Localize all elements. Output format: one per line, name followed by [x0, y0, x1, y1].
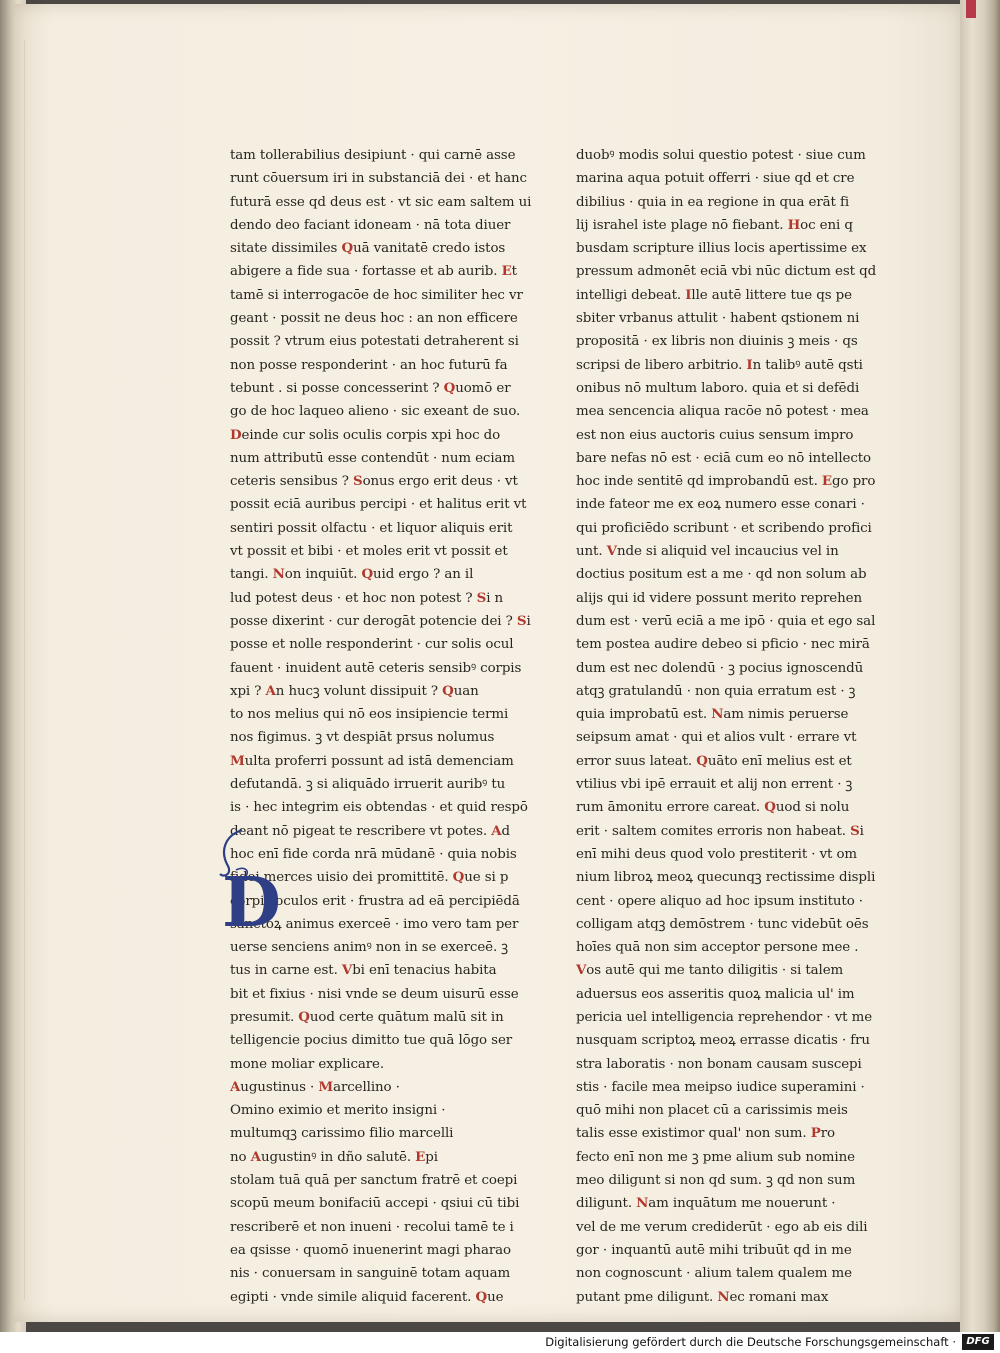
right-column-line: [576, 1053, 872, 1076]
rubricated-capital: Q: [452, 869, 465, 886]
text-segment: tus in carne est.: [230, 963, 342, 979]
text-segment: ue si p: [464, 870, 509, 886]
right-column-line: [576, 354, 872, 377]
rubricated-capital: Q: [442, 682, 454, 699]
text-segment: sentiri possit olfactu · et liquor aliquis erit: [230, 520, 513, 536]
text-segment: am nimis peruerse: [723, 707, 849, 723]
text-segment: quō mihi non placet cū a carissimis meis: [576, 1103, 848, 1119]
right-column-line: [576, 214, 872, 237]
text-segment: pressum admonēt eciā vbi nūc dictum est qd: [576, 264, 877, 280]
right-column-line: [576, 447, 872, 470]
left-column-line: [230, 1076, 520, 1099]
text-segment: n talibꝰ autē qsti: [752, 357, 863, 373]
text-segment: vtilius vbi ipē errauit et alij non errent · ꝫ: [576, 777, 853, 793]
text-segment: scopū meum bonifaciū accepi · qsiui cū tibi: [230, 1196, 520, 1212]
text-segment: putant pme diligunt.: [576, 1289, 718, 1305]
right-column-line: [576, 936, 872, 959]
right-column-line: [576, 540, 872, 563]
right-column-line: [576, 680, 872, 703]
left-column-line: [230, 214, 520, 237]
text-segment: non posse responderint · an hoc futurū fa: [230, 357, 508, 373]
text-segment: ugustinus ·: [240, 1079, 319, 1095]
text-segment: i: [526, 613, 531, 629]
right-column-line: [576, 820, 872, 843]
left-column-line: [230, 726, 520, 749]
text-segment: meo diligunt si non qd sum. ꝫ qd non sum: [576, 1173, 856, 1189]
text-segment: talis esse existimor qual' non sum.: [576, 1126, 811, 1142]
text-segment: erit · saltem comites erroris non habeat.: [576, 823, 851, 839]
text-segment: oc eni q: [800, 217, 853, 233]
rubricated-capital: N: [636, 1195, 649, 1212]
left-column-line: [230, 470, 520, 493]
left-column-line: [230, 237, 520, 260]
text-segment: egipti · vnde simile aliquid facerent.: [230, 1289, 476, 1305]
text-segment: hoīes quā non sim acceptor persone mee .: [576, 940, 859, 956]
text-segment: sanctoꝝ animus exerceē · imo vero tam per: [230, 916, 519, 932]
text-segment: rescriberē et non inueni · recolui tamē te i: [230, 1219, 514, 1235]
left-column-line: [230, 1099, 520, 1122]
text-segment: nium libroꝝ meoꝝ quecunqꝫ rectissime displi: [576, 870, 876, 886]
text-segment: go de hoc laqueo alieno · sic exeant de suo.: [230, 404, 521, 420]
right-column-line: [576, 470, 876, 493]
text-segment: alijs qui id videre possunt merito reprehen: [576, 590, 862, 606]
page-fold-line: [24, 40, 25, 1300]
text-segment: qui proficiēdo scribunt · et scribendo profici: [576, 520, 872, 536]
left-column-line: [230, 1286, 520, 1309]
right-column-line: [576, 796, 872, 819]
left-column-line: [230, 1122, 520, 1145]
right-column-line: [576, 866, 876, 889]
rubricated-capital: E: [501, 263, 512, 280]
text-segment: defutandā. ꝫ si aliquādo irruerit auribꝰ tu: [230, 777, 506, 793]
left-column-line: [230, 750, 520, 773]
right-column-line: [576, 610, 876, 633]
text-segment: hoc enī fide corda nrā mūdanē · quia nobis: [230, 846, 517, 862]
right-column-line: [576, 144, 872, 167]
text-segment: uā vanitatē credo istos: [353, 241, 506, 257]
right-column-line: [576, 517, 872, 540]
rubricated-capital: A: [491, 822, 502, 839]
rubricated-capital: Q: [764, 799, 776, 816]
text-segment: mone moliar explicare.: [230, 1056, 385, 1072]
text-segment: ea qsisse · quomō inuenerint magi pharao: [230, 1242, 511, 1258]
right-column-line: [576, 657, 872, 680]
text-segment: tamē si interrogacōe de hoc similiter hec vr: [230, 287, 523, 303]
right-column-line: [576, 1099, 872, 1122]
text-segment: am inquātum me nouerunt ·: [648, 1196, 836, 1212]
right-column-line: [576, 330, 872, 353]
rubricated-capital: I: [746, 356, 753, 373]
text-segment: on inquiūt.: [284, 567, 362, 583]
rubricated-capital: M: [230, 752, 245, 769]
text-segment: sbiter vrbanus attulit · habent qstionem ni: [576, 311, 860, 327]
text-segment: dum est · verū eciā a me ipō · quia et ego sal: [576, 613, 876, 629]
text-segment: d: [501, 823, 510, 839]
text-segment: mea sencencia aliqua racōe nō potest · mea: [576, 404, 869, 420]
text-segment: ro: [820, 1126, 835, 1142]
text-segment: n hucꝫ volunt dissipuit ?: [275, 683, 443, 699]
text-segment: einde cur solis oculis corpis xpi hoc do: [241, 427, 501, 443]
text-segment: tebunt . si posse concesserint ?: [230, 380, 444, 396]
right-column-line: [576, 1239, 872, 1262]
text-segment: is · hec integrim eis obtendas · et quid respō: [230, 800, 528, 816]
left-column-line: [230, 144, 520, 167]
text-segment: colligam atqꝫ demōstrem · tunc videbūt oēs: [576, 916, 869, 932]
text-segment: os autē qui me tanto diligitis · si talem: [586, 963, 844, 979]
text-segment: sitate dissimiles: [230, 241, 342, 257]
left-column-line: [230, 284, 523, 307]
left-column-line: [230, 1216, 520, 1239]
text-segment: fidei merces uisio dei promittitē.: [230, 870, 453, 886]
text-segment: rum āmonitu errore careat.: [576, 800, 765, 816]
text-segment: to nos melius qui nō eos insipiencie termi: [230, 707, 509, 723]
right-column-line: [576, 1122, 872, 1145]
text-segment: bit et fixius · nisi vnde se deum uisurū esse: [230, 986, 519, 1002]
right-column-line: [576, 703, 872, 726]
rubricated-capital: Q: [341, 240, 354, 257]
funding-notice: Digitalisierung gefördert durch die Deutsche Forschungsgemeinschaft ·: [545, 1335, 956, 1349]
left-column-line: [230, 633, 520, 656]
text-segment: posse et nolle responderint · cur solis ocul: [230, 637, 514, 653]
left-column-line: [230, 796, 528, 819]
left-column-line: [230, 1146, 520, 1169]
text-segment: ceteris sensibus ?: [230, 474, 353, 490]
text-segment: ec romani max: [729, 1289, 829, 1305]
right-column-line: [576, 260, 877, 283]
rubricated-capital: V: [576, 962, 587, 979]
rubricated-capital: E: [415, 1148, 426, 1165]
text-segment: enī mihi deus quod volo prestiterit · vt om: [576, 846, 858, 862]
left-column-line: [230, 820, 520, 843]
right-page-edges: [960, 0, 1000, 1332]
text-segment: multumqꝫ carissimo filio marcelli: [230, 1126, 454, 1142]
right-column-line: [576, 493, 872, 516]
text-segment: Omino eximio et merito insigni ·: [230, 1103, 446, 1119]
text-segment: arcellino ·: [333, 1079, 400, 1095]
left-column-line: [230, 540, 520, 563]
right-column-line: [576, 1076, 872, 1099]
text-segment: ugustinꝰ in dño salutē.: [260, 1149, 416, 1165]
left-column-line: [230, 493, 527, 516]
bookmark-ribbon: [966, 0, 976, 18]
text-segment: go pro: [832, 474, 876, 490]
text-segment: uid ergo ? an il: [373, 567, 474, 583]
left-column-line: [230, 587, 520, 610]
text-segment: posse dixerint · cur derogāt potencie dei ?: [230, 613, 517, 629]
right-column-line: [576, 913, 872, 936]
text-segment: nde si aliquid vel incaucius vel in: [616, 544, 839, 560]
right-column-line: [576, 191, 872, 214]
text-segment: duobꝰ modis solui questio potest · siue cum: [576, 148, 866, 163]
left-column-line: [230, 680, 520, 703]
right-column-line: [576, 1286, 872, 1309]
text-segment: tangi.: [230, 567, 273, 583]
left-column-line: [230, 260, 520, 283]
text-column-left: [230, 144, 532, 1309]
footer-bar: [0, 1332, 1000, 1353]
text-segment: gor · inquantū autē mihi tribuūt qd in me: [576, 1242, 852, 1258]
text-segment: dendo deo faciant idoneam · nā tota diuer: [230, 217, 511, 233]
left-column-line: [230, 1262, 520, 1285]
text-segment: nusquam scriptoꝝ meoꝝ errasse dicatis · fru: [576, 1033, 870, 1049]
text-segment: marina aqua potuit offerri · siue qd et cre: [576, 171, 855, 187]
right-column-line: [576, 1146, 872, 1169]
right-column-line: [576, 284, 872, 307]
text-segment: possit eciā auribus percipi · et halitus erit vt: [230, 497, 527, 513]
text-segment: tem postea audire debeo si pficio · nec mirā: [576, 637, 870, 653]
right-column-line: [576, 1192, 872, 1215]
text-segment: stra laboratis · non bonam causam suscepi: [576, 1056, 862, 1072]
text-segment: futurā esse qd deus est · vt sic eam saltem ui: [230, 194, 532, 210]
text-segment: uerse senciens animꝰ non in se exerceē. ꝫ: [230, 940, 509, 956]
text-segment: lud potest deus · et hoc non potest ?: [230, 590, 477, 606]
left-column-line: [230, 703, 520, 726]
text-segment: stis · facile mea meipso iudice superamini ·: [576, 1079, 865, 1095]
text-segment: i n: [486, 590, 504, 606]
left-column-line: [230, 1029, 520, 1052]
text-segment: bi enī tenacius habita: [352, 963, 497, 979]
text-segment: ulta proferri possunt ad istā demenciam: [244, 753, 514, 769]
text-segment: vel de me verum crediderūt · ego ab eis dili: [576, 1219, 868, 1235]
rubricated-capital: S: [476, 589, 487, 606]
text-segment: uod si nolu: [775, 800, 850, 816]
text-segment: onibus nō multum laboro. quia et si defēdi: [576, 380, 860, 396]
text-segment: nis · conuersam in sanguinē totam aquam: [230, 1266, 511, 1282]
left-column-line: [230, 959, 520, 982]
text-segment: abigere a fide sua · fortasse et ab aurib.: [230, 264, 502, 280]
left-column-line: [230, 400, 520, 423]
text-segment: deant nō pigeat te rescribere vt potes.: [230, 823, 492, 839]
right-column-line: [576, 400, 872, 423]
rubricated-capital: Q: [475, 1288, 488, 1305]
text-segment: presumit.: [230, 1009, 299, 1025]
dfg-logo: DFG: [962, 1334, 994, 1350]
rubricated-capital: A: [250, 1148, 261, 1165]
text-segment: nos figimus. ꝫ vt despiāt prsus nolumus: [230, 730, 495, 746]
left-column-line: [230, 1192, 520, 1215]
text-segment: est non eius auctoris cuius sensum impro: [576, 427, 854, 443]
text-segment: busdam scripture illius locis apertissime ex: [576, 241, 867, 257]
text-segment: num attributū esse contendūt · num eciam: [230, 450, 515, 466]
text-segment: i: [859, 823, 864, 839]
text-segment: propositā · ex libris non diuinis ꝫ meis · qs: [576, 334, 858, 350]
rubricated-capital: E: [821, 473, 832, 490]
rubricated-capital: N: [717, 1288, 730, 1305]
left-column-line: [230, 517, 520, 540]
text-segment: geant · possit ne deus hoc : an non efficere: [230, 311, 518, 327]
right-column-line: [576, 424, 872, 447]
left-column-line: [230, 1169, 520, 1192]
right-column-line: [576, 773, 872, 796]
text-segment: fauent · inuident autē ceteris sensibꝰ corpis: [230, 660, 522, 676]
text-segment: no: [230, 1149, 251, 1165]
left-column-line: [230, 354, 520, 377]
right-column-line: [576, 1216, 872, 1239]
left-column-line: [230, 424, 520, 447]
text-segment: dum est nec dolendū · ꝫ pocius ignoscendū: [576, 660, 864, 676]
rubricated-capital: N: [711, 706, 724, 723]
left-column-line: [230, 773, 520, 796]
text-segment: possit ? vtrum eius potestati detraherent si: [230, 334, 519, 350]
left-column-line: [230, 1006, 520, 1029]
right-column-line: [576, 587, 872, 610]
rubricated-capital: H: [787, 216, 801, 233]
rubricated-capital: A: [230, 1078, 241, 1095]
rubricated-capital: A: [265, 682, 276, 699]
left-column-line: [230, 983, 520, 1006]
text-segment: ue: [487, 1289, 504, 1305]
rubricated-capital: D: [230, 426, 242, 443]
left-column-line: [230, 610, 531, 633]
text-segment: uan: [453, 683, 479, 699]
text-segment: fecto enī non me ꝫ pme alium sub nomine: [576, 1149, 855, 1165]
left-column-line: [230, 330, 520, 353]
text-segment: uomō er: [455, 380, 511, 396]
text-segment: pericia uel intelligencia reprehendor · vt me: [576, 1009, 873, 1025]
right-column-line: [576, 563, 872, 586]
text-segment: pi: [425, 1149, 438, 1165]
text-segment: doctius positum est a me · qd non solum ab: [576, 567, 867, 583]
text-segment: atqꝫ gratulandū · non quia erratum est · ꝫ: [576, 683, 856, 699]
text-segment: hoc inde sentitē qd improbandū est.: [576, 474, 822, 490]
rubricated-capital: S: [516, 612, 527, 629]
rubricated-capital: N: [272, 566, 285, 583]
text-segment: quia improbatū est.: [576, 707, 712, 723]
text-segment: dibilius · quia in ea regione in qua erāt fi: [576, 194, 850, 210]
left-column-line: [230, 1053, 520, 1076]
text-segment: tam tollerabilius desipiunt · qui carnē asse: [230, 148, 516, 163]
text-segment: uāto enī melius est et: [707, 753, 852, 769]
right-column-line: [576, 1006, 872, 1029]
right-column-line: [576, 750, 872, 773]
rubricated-capital: V: [606, 543, 617, 560]
right-column-line: [576, 633, 872, 656]
right-column-line: [576, 843, 872, 866]
text-segment: intelligi debeat.: [576, 287, 686, 303]
right-column-line: [576, 726, 872, 749]
right-column-line: [576, 237, 872, 260]
text-segment: diligunt.: [576, 1196, 637, 1212]
text-segment: lij israhel iste plage nō fiebant.: [576, 217, 788, 233]
right-column-line: [576, 1029, 872, 1052]
rubricated-capital: Q: [696, 752, 708, 769]
text-segment: bare nefas nō est · eciā cum eo nō intellecto: [576, 450, 871, 466]
left-column-line: [230, 167, 527, 190]
text-segment: seipsum amat · qui et alios vult · errare vt: [576, 730, 857, 746]
left-column-line: [230, 307, 520, 330]
left-column-line: [230, 447, 520, 470]
text-segment: scripsi de libero arbitrio.: [576, 357, 747, 373]
text-segment: inde fateor me ex eoꝝ numero esse conari ·: [576, 497, 865, 513]
decorated-initial-letter: D: [222, 863, 281, 943]
right-column-line: [576, 307, 872, 330]
left-column-line: [230, 657, 520, 680]
right-column-line: [576, 377, 872, 400]
rubricated-capital: Q: [361, 566, 374, 583]
rubricated-capital: M: [318, 1078, 334, 1095]
left-column-line: [230, 377, 520, 400]
rubricated-capital: S: [850, 822, 860, 839]
text-segment: runt cōuersum iri in substanciā dei · et hanc: [230, 171, 527, 187]
right-column-line: [576, 890, 872, 913]
right-column-line: [576, 1262, 872, 1285]
right-column-line: [576, 167, 872, 190]
text-segment: xpi ?: [230, 683, 266, 699]
text-segment: stolam tuā quā per sanctum fratrē et coepi: [230, 1173, 518, 1189]
rubricated-capital: P: [810, 1125, 821, 1142]
text-segment: cent · opere aliquo ad hoc ipsum instituto ·: [576, 893, 863, 909]
left-column-line: [230, 563, 520, 586]
right-column-line: [576, 959, 872, 982]
text-segment: vt possit et bibi · et moles erit vt possit et: [230, 544, 508, 560]
rubricated-capital: Q: [443, 379, 456, 396]
rubricated-capital: I: [685, 286, 692, 303]
rubricated-capital: S: [352, 473, 363, 490]
text-segment: lle autē littere tue qs pe: [691, 287, 852, 303]
rubricated-capital: Q: [298, 1008, 310, 1025]
right-column-line: [576, 983, 872, 1006]
text-segment: aduersus eos asseritis quoꝝ malicia ul' im: [576, 986, 855, 1002]
text-segment: t: [511, 264, 517, 280]
left-column-line: [230, 1239, 520, 1262]
rubricated-capital: V: [341, 962, 353, 979]
text-segment: uod certe quātum malū sit in: [309, 1009, 504, 1025]
text-segment: telligencie pocius dimitto tue quā lōgo ser: [230, 1033, 513, 1049]
text-segment: non cognoscunt · alium talem qualem me: [576, 1266, 852, 1282]
text-segment: onus ergo erit deus · vt: [362, 474, 518, 490]
text-segment: error suus lateat.: [576, 753, 697, 769]
text-segment: corpis oculos erit · frustra ad eā percipiēdā: [230, 893, 520, 909]
left-column-line: [230, 191, 532, 214]
right-column-line: [576, 1169, 872, 1192]
text-column-right: [576, 144, 877, 1309]
text-segment: unt.: [576, 544, 607, 560]
